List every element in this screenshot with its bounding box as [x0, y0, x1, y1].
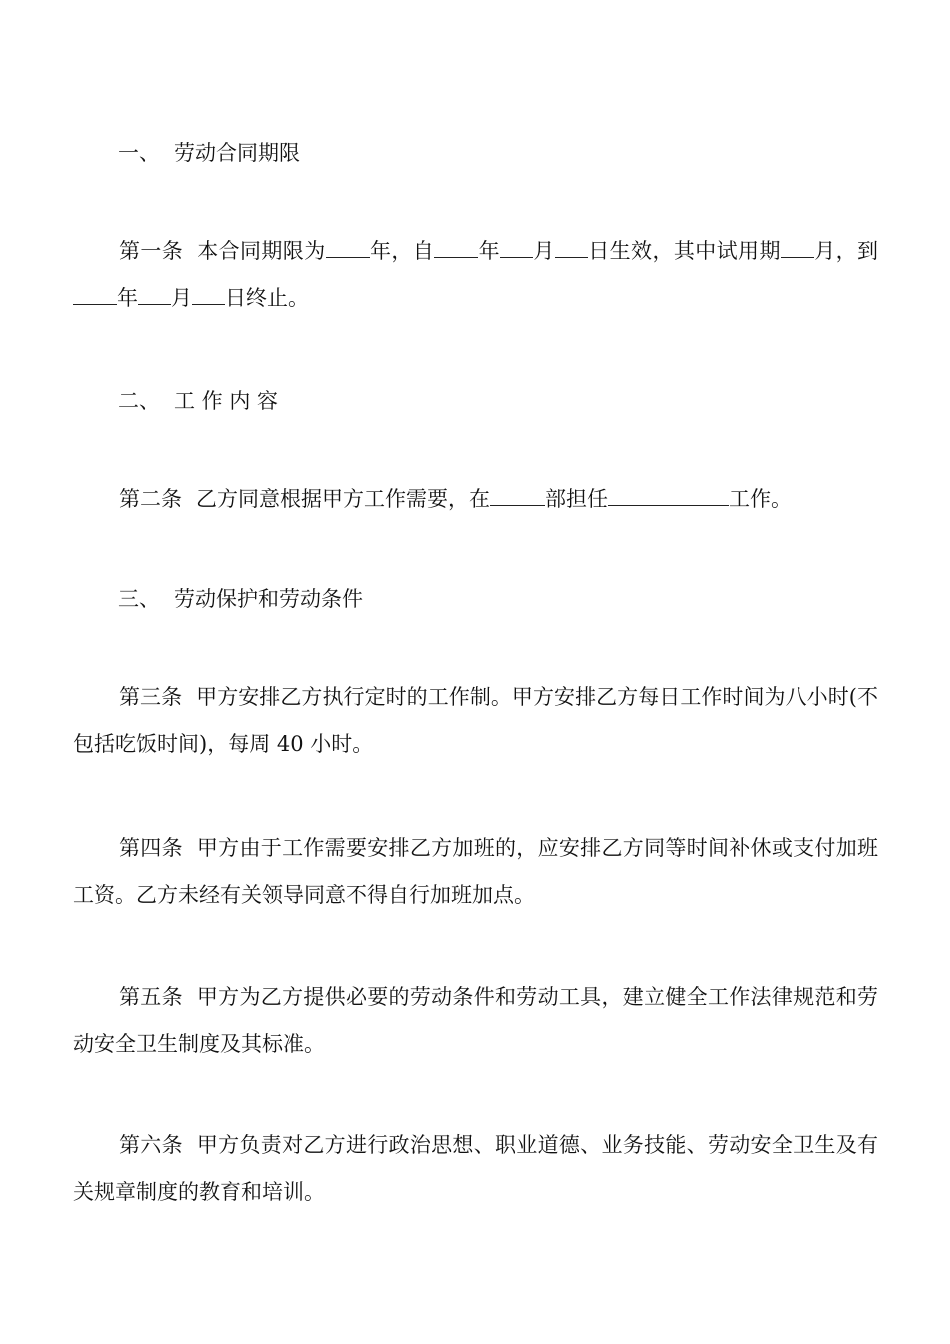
article-text: 乙方同意根据甲方工作需要，在: [196, 487, 490, 511]
blank-start-month[interactable]: [500, 237, 533, 258]
article-text: 年: [478, 239, 501, 263]
article-text: 甲方负责对乙方进行政治思想、职业道德、业务技能、劳动安全卫生及有关规章制度的教育和培训。: [73, 1133, 879, 1204]
article-text: 日生效，其中试用期: [587, 239, 781, 263]
section-heading-2: [118, 386, 278, 416]
section-title: 劳动保护和劳动条件: [174, 587, 363, 611]
blank-start-year[interactable]: [434, 237, 478, 258]
article-3: [73, 674, 878, 768]
article-text: 甲方由于工作需要安排乙方加班的，应安排乙方同等时间补休或支付加班工资。乙方未经有关领导同意不得自行加班加点。: [73, 836, 879, 907]
article-text: 部担任: [545, 487, 608, 511]
article-4: [73, 825, 878, 919]
section-number: 三、: [118, 587, 160, 611]
section-heading-1: [118, 138, 300, 168]
blank-end-month[interactable]: [138, 284, 171, 305]
article-label: 第一条: [119, 239, 184, 263]
section-number: 二、: [118, 389, 160, 413]
article-label: 第五条: [119, 985, 183, 1009]
blank-end-year[interactable]: [73, 284, 117, 305]
article-label: 第三条: [119, 685, 183, 709]
article-2: [73, 476, 878, 523]
article-text: 年，自: [369, 239, 435, 263]
article-text: 年: [117, 286, 138, 310]
blank-position[interactable]: [608, 485, 729, 506]
section-title: 劳动合同期限: [174, 141, 300, 165]
article-text: 月: [533, 239, 555, 263]
section-number: 一、: [118, 141, 160, 165]
article-text: 月: [171, 286, 192, 310]
article-label: 第六条: [119, 1133, 183, 1157]
article-text: 甲方为乙方提供必要的劳动条件和劳动工具，建立健全工作法律规范和劳动安全卫生制度及其标准。: [73, 985, 879, 1056]
article-1: [73, 228, 878, 322]
article-text: 月，到: [813, 239, 879, 263]
blank-years[interactable]: [326, 237, 370, 258]
blank-department[interactable]: [490, 485, 545, 506]
blank-start-day[interactable]: [555, 237, 588, 258]
article-text: 工作。: [729, 487, 792, 511]
section-heading-3: [118, 584, 363, 614]
article-5: [73, 974, 878, 1068]
article-text: 日终止。: [225, 286, 309, 310]
article-label: 第二条: [119, 487, 182, 511]
blank-trial-months[interactable]: [781, 237, 814, 258]
section-title: 工 作 内 容: [174, 389, 279, 413]
article-6: [73, 1122, 878, 1216]
blank-end-day[interactable]: [192, 284, 225, 305]
article-text: 甲方安排乙方执行定时的工作制。甲方安排乙方每日工作时间为八小时(不包括吃饭时间)，每周 40 小时。: [73, 685, 878, 756]
article-text: 本合同期限为: [197, 239, 326, 263]
article-label: 第四条: [119, 836, 183, 860]
